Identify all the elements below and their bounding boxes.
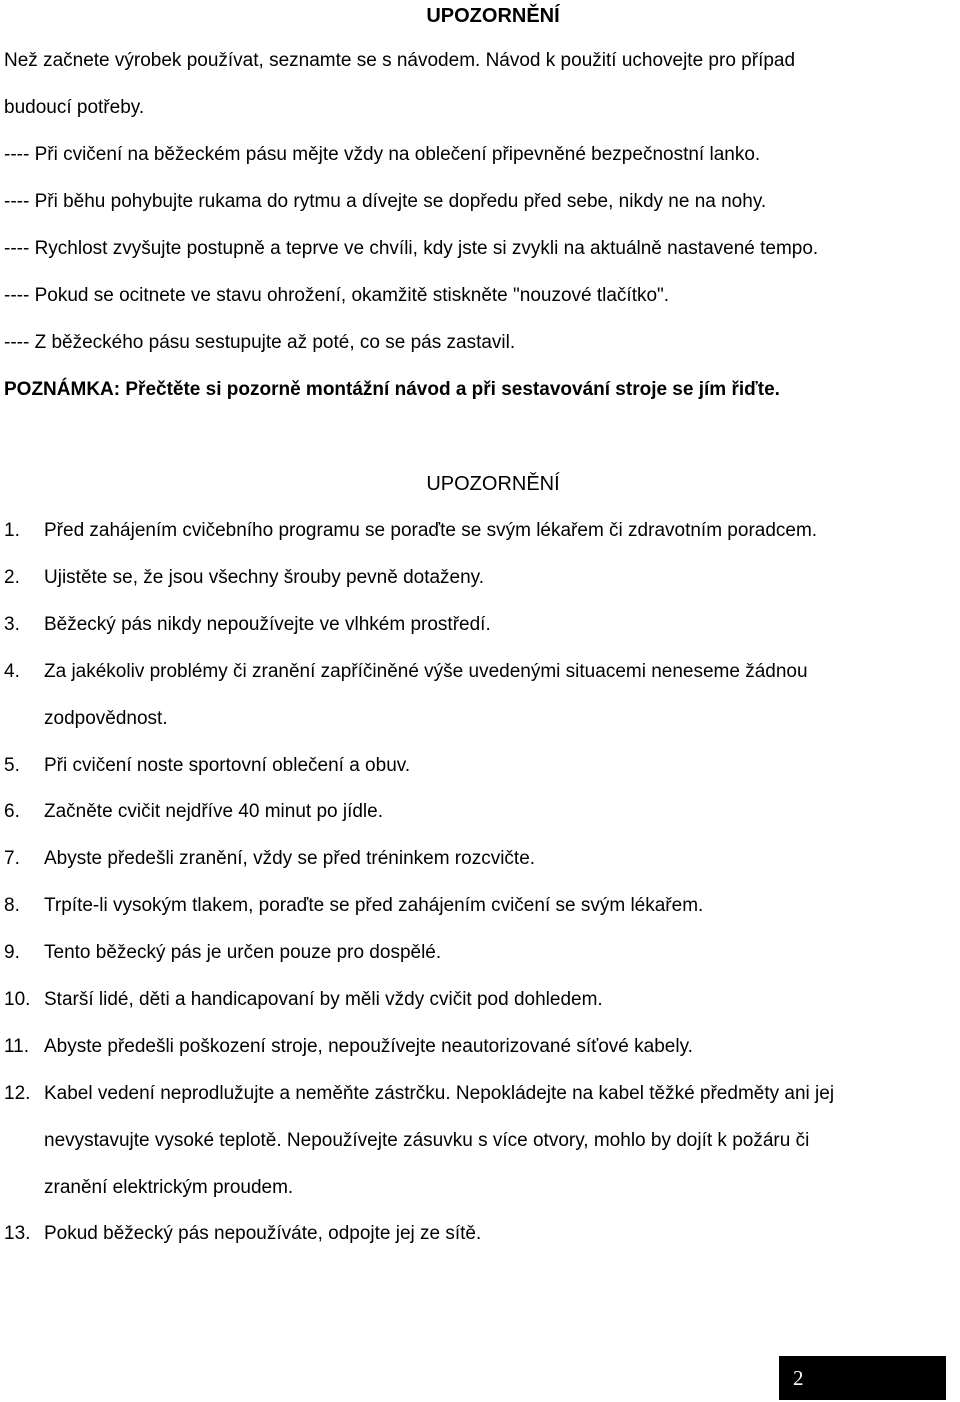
list-item-number: 3.	[4, 614, 20, 635]
list-item-number: 10.	[4, 989, 31, 1010]
list-item-number: 8.	[4, 895, 20, 916]
assembly-note: POZNÁMKA: Přečtěte si pozorně montážní návod a při sestavování stroje se jím řiďte.	[4, 379, 780, 400]
list-item-number: 12.	[4, 1083, 31, 1104]
list-item-number: 9.	[4, 942, 20, 963]
safety-rule-5: ---- Z běžeckého pásu sestupujte až poté, co se pás zastavil.	[4, 332, 516, 353]
list-item-number: 1.	[4, 520, 20, 541]
list-item-text: Při cvičení noste sportovní oblečení a obuv.	[44, 755, 411, 776]
safety-rule-1: ---- Při cvičení na běžeckém pásu mějte vždy na oblečení připevněné bezpečnostní lanko.	[4, 144, 761, 165]
warning-heading: UPOZORNĚNÍ	[426, 5, 560, 27]
list-item-number: 7.	[4, 848, 20, 869]
list-item-continuation: zodpovědnost.	[44, 708, 168, 729]
list-item-number: 6.	[4, 801, 20, 822]
page-number: 2	[793, 1366, 804, 1390]
list-item-text: Kabel vedení neprodlužujte a neměňte zástrčku. Nepokládejte na kabel těžké předměty ani jej	[44, 1083, 835, 1104]
list-item-continuation: zranění elektrickým proudem.	[44, 1177, 294, 1198]
safety-rule-2: ---- Při běhu pohybujte rukama do rytmu a dívejte se dopředu před sebe, nikdy ne na nohy.	[4, 191, 767, 212]
list-item-number: 4.	[4, 661, 20, 682]
list-item-text: Trpíte-li vysokým tlakem, poraďte se před zahájením cvičení se svým lékařem.	[44, 895, 704, 916]
list-item-text: Za jakékoliv problémy či zranění zapříčiněné výše uvedenými situacemi neneseme žádnou	[44, 661, 808, 682]
list-item-continuation: nevystavujte vysoké teplotě. Nepoužívejte zásuvku s více otvory, mohlo by dojít k požáru či	[44, 1130, 810, 1151]
page-number-box	[779, 1356, 946, 1400]
intro-line-1: Než začnete výrobek používat, seznamte se s návodem. Návod k použití uchovejte pro případ	[4, 50, 796, 71]
list-item-text: Běžecký pás nikdy nepoužívejte ve vlhkém prostředí.	[44, 614, 491, 635]
list-item-text: Začněte cvičit nejdříve 40 minut po jídle.	[44, 801, 384, 822]
list-item-text: Pokud běžecký pás nepoužíváte, odpojte jej ze sítě.	[44, 1223, 482, 1244]
list-item-text: Starší lidé, děti a handicapovaní by měli vždy cvičit pod dohledem.	[44, 989, 603, 1010]
intro-line-2: budoucí potřeby.	[4, 97, 145, 118]
list-item-number: 11.	[4, 1036, 30, 1057]
safety-rule-3: ---- Rychlost zvyšujte postupně a teprve ve chvíli, kdy jste si zvykli na aktuálně nastavené tempo.	[4, 238, 819, 259]
list-item-text: Ujistěte se, že jsou všechny šrouby pevně dotaženy.	[44, 567, 485, 588]
list-item-number: 13.	[4, 1223, 31, 1244]
list-item-text: Tento běžecký pás je určen pouze pro dospělé.	[44, 942, 442, 963]
list-item-number: 2.	[4, 567, 20, 588]
safety-rule-4: ---- Pokud se ocitnete ve stavu ohrožení, okamžitě stiskněte "nouzové tlačítko".	[4, 285, 670, 306]
list-item-text: Abyste předešli poškození stroje, nepoužívejte neautorizované síťové kabely.	[44, 1036, 693, 1057]
list-item-text: Před zahájením cvičebního programu se poraďte se svým lékařem či zdravotním poradcem.	[44, 520, 818, 541]
warning-heading-2: UPOZORNĚNÍ	[426, 473, 560, 495]
list-item-text: Abyste předešli zranění, vždy se před tréninkem rozcvičte.	[44, 848, 536, 869]
list-item-number: 5.	[4, 755, 20, 776]
